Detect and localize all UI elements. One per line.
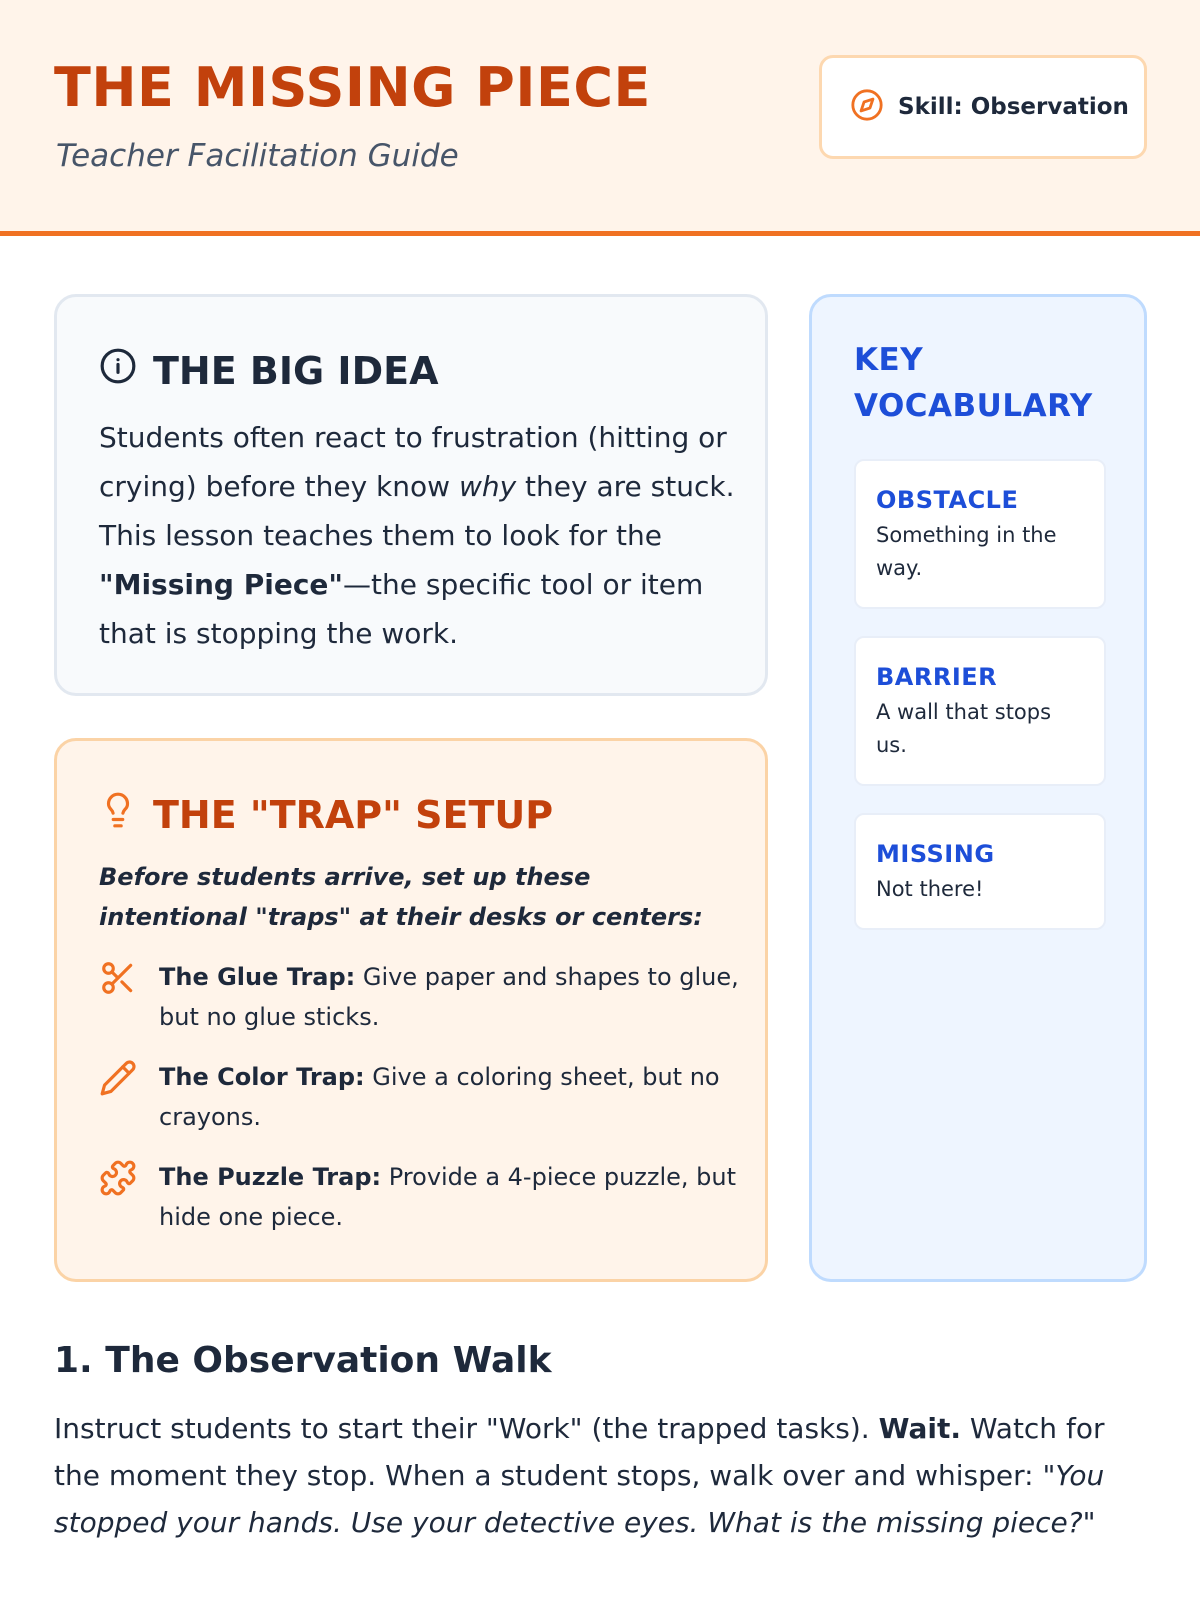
- vocabulary-card: [809, 294, 1147, 1282]
- big-idea-heading: [99, 347, 438, 394]
- section-text: Instruct students to start their "Work" (the trapped tasks). Wait. Watch for the moment they stop. When a student stops, walk over and whisper: "You stopped your hands. Use your detective eyes. What is the missing piece?": [54, 1412, 1105, 1539]
- vocab-term-card: [854, 813, 1106, 930]
- vocab-term-card: [854, 636, 1106, 786]
- trap-intro: Before students arrive, set up these intentional "traps" at their desks or centers:: [99, 863, 703, 931]
- trap-setup-card: [54, 738, 768, 1282]
- big-idea-title: THE BIG IDEA: [153, 348, 439, 393]
- scissors-icon: [99, 957, 137, 1037]
- trap-title: THE "TRAP" SETUP: [153, 792, 554, 837]
- trap-item-text: The Glue Trap: Give paper and shapes to glue, but no glue sticks.: [159, 963, 739, 1031]
- vocab-definition: Not there!: [876, 877, 984, 901]
- trap-item-puzzle: [99, 1157, 739, 1237]
- trap-item-glue: [99, 957, 739, 1037]
- trap-list: [99, 957, 739, 1257]
- trap-item-text: The Puzzle Trap: Provide a 4-piece puzzle, but hide one piece.: [159, 1163, 737, 1231]
- vocab-definition: A wall that stops us.: [876, 700, 1052, 757]
- big-idea-card: [54, 294, 768, 696]
- puzzle-icon: [99, 1157, 137, 1237]
- vocab-term: MISSING: [876, 840, 995, 868]
- vocabulary-heading: [854, 337, 1114, 429]
- big-idea-text: Students often react to frustration (hitting or crying) before they know why they are stuck. This lesson teaches them to look for the "Missing Piece"—the specific tool or item that is stopping the work.: [99, 421, 735, 650]
- trap-item-text: The Color Trap: Give a coloring sheet, but no crayons.: [159, 1063, 720, 1131]
- vocab-definition: Something in the way.: [876, 523, 1057, 580]
- vocab-term: BARRIER: [876, 663, 998, 691]
- vocabulary-heading-line: VOCABULARY: [854, 388, 1093, 424]
- page-title: THE MISSING PIECE: [54, 56, 651, 119]
- vocabulary-heading-line: KEY: [854, 342, 924, 378]
- vocab-term-card: [854, 459, 1106, 609]
- page-subtitle: Teacher Facilitation Guide: [56, 138, 459, 174]
- compass-icon: [850, 88, 884, 126]
- skill-badge: [819, 55, 1147, 159]
- skill-label: Skill: Observation: [898, 94, 1129, 120]
- vocab-term: OBSTACLE: [876, 486, 1019, 514]
- info-icon: [99, 347, 153, 394]
- header: [0, 0, 1200, 236]
- section-title: 1. The Observation Walk: [54, 1340, 552, 1381]
- pencil-icon: [99, 1057, 137, 1137]
- trap-heading: [99, 791, 553, 838]
- lightbulb-icon: [99, 791, 153, 838]
- trap-item-color: [99, 1057, 739, 1137]
